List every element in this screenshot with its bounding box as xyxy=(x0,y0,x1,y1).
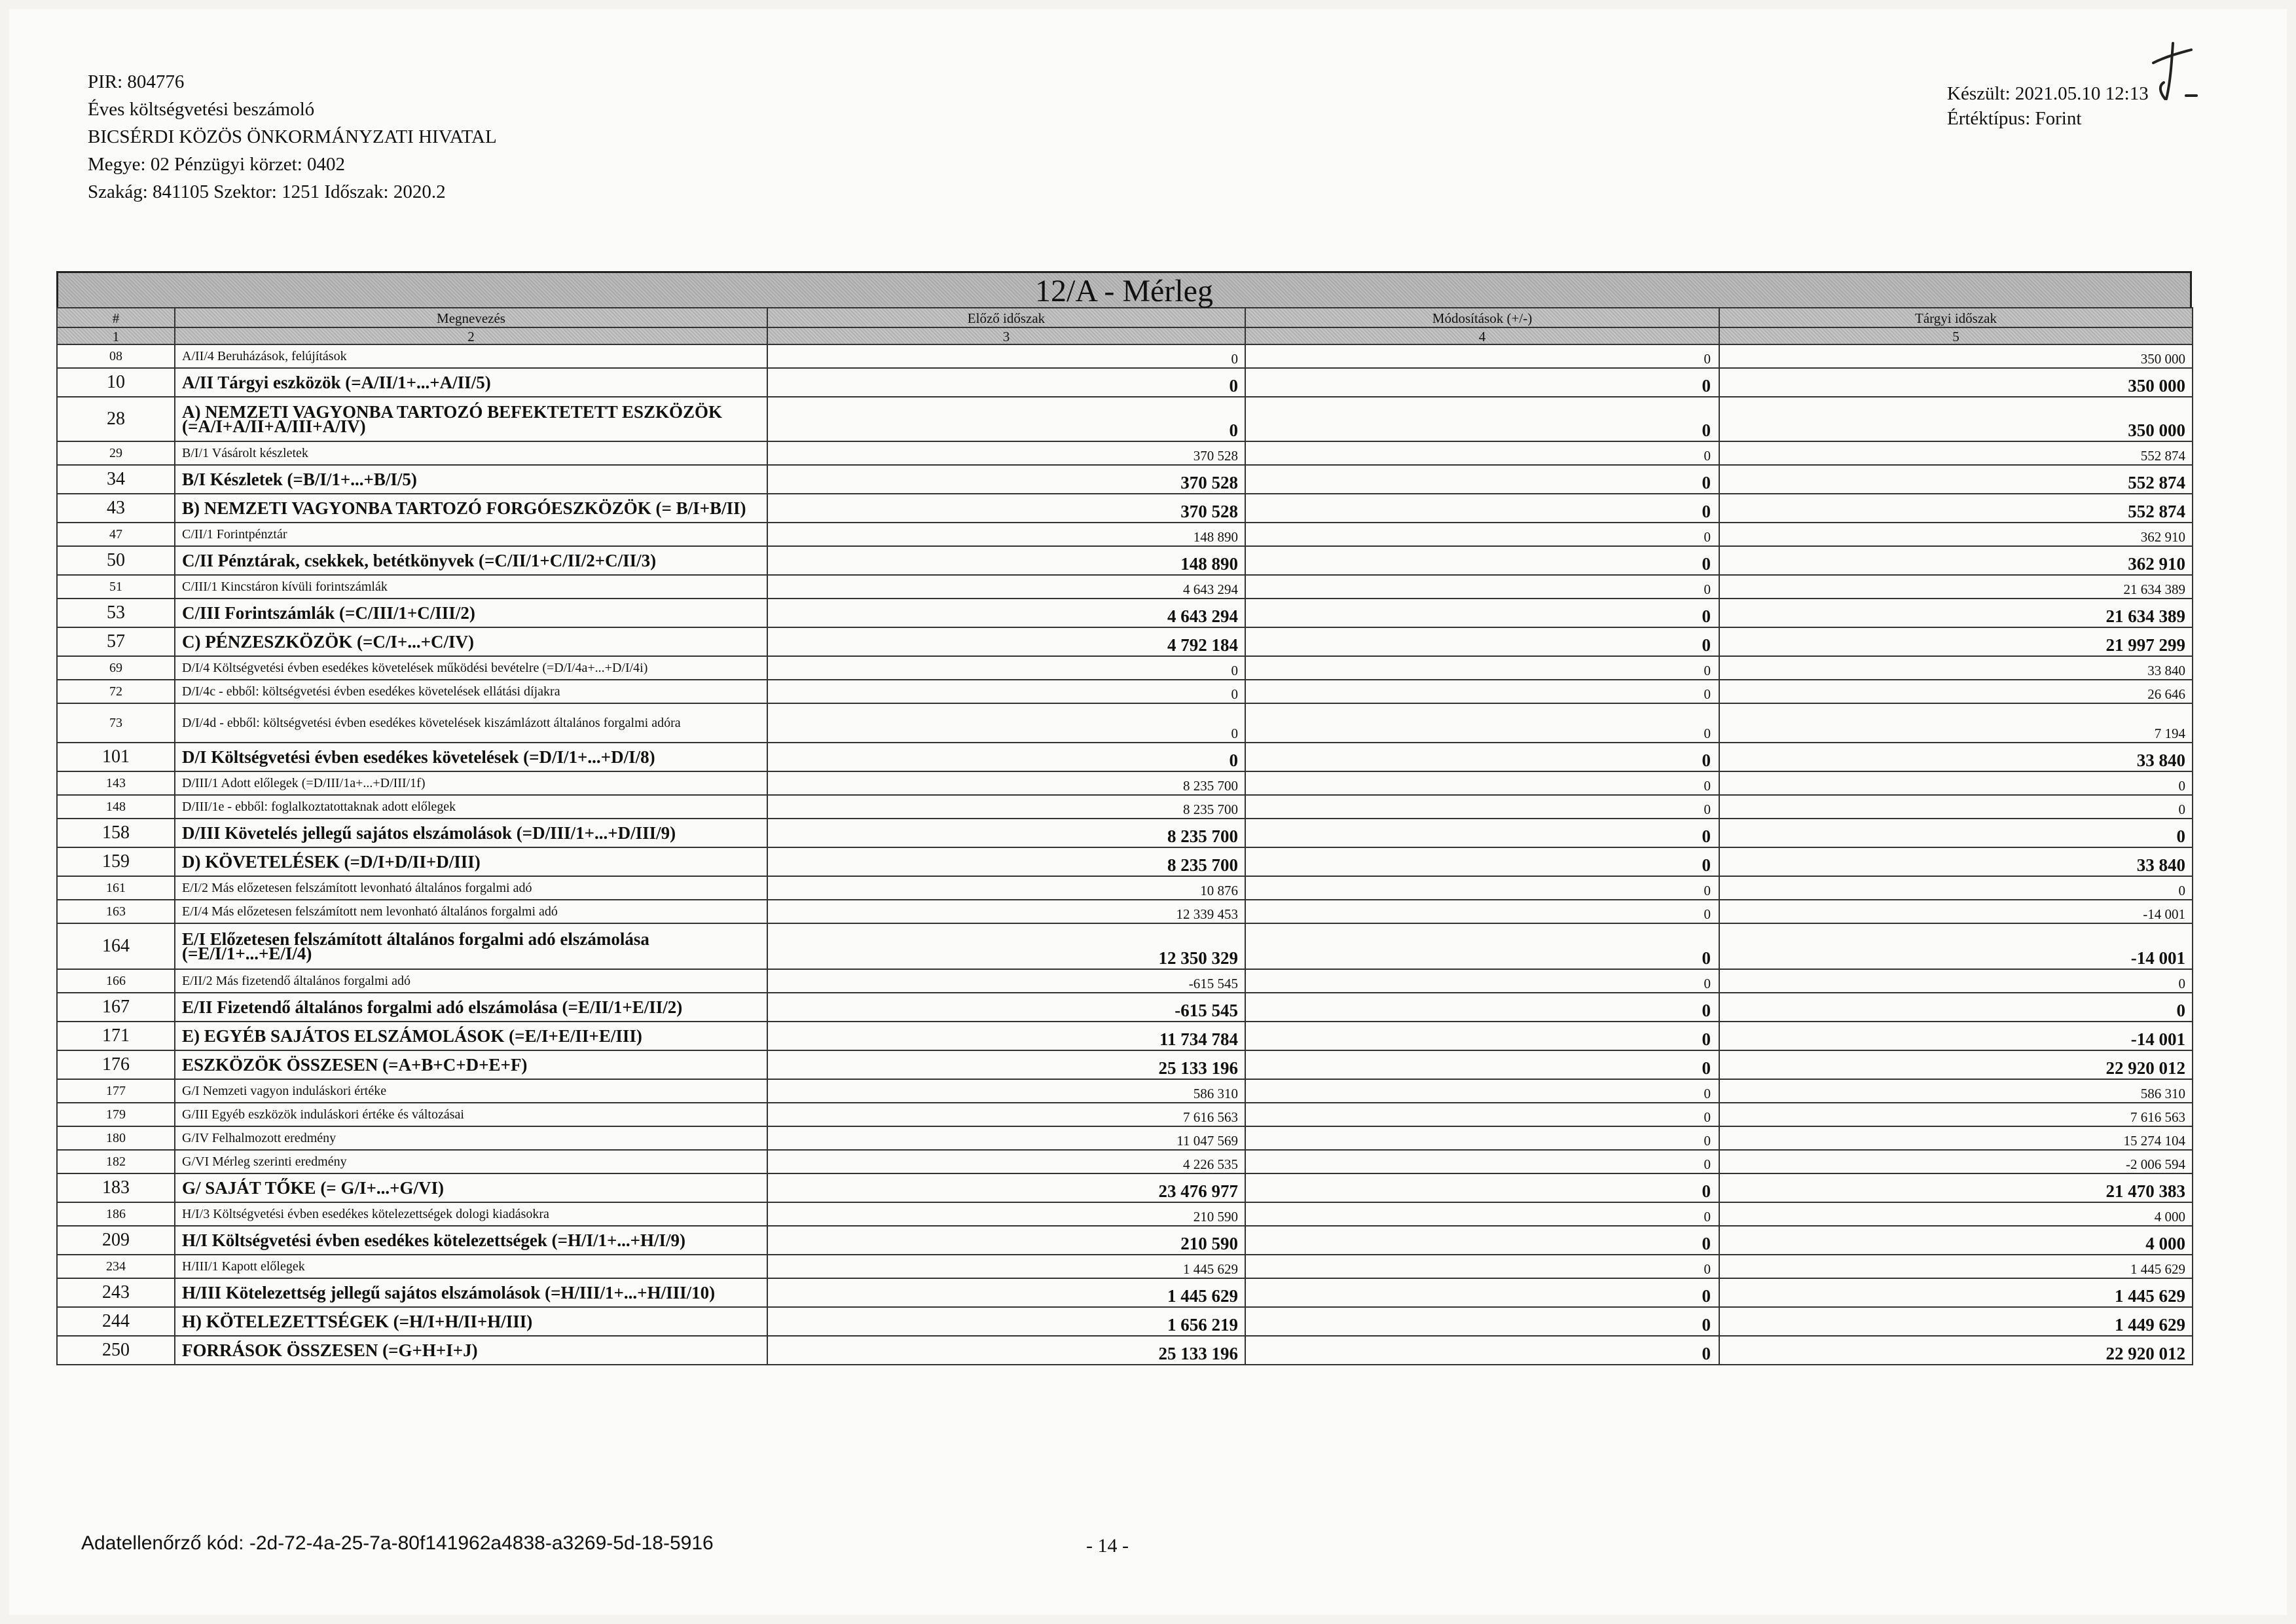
row-current-value: -14 001 xyxy=(1719,1022,2193,1050)
row-number: 180 xyxy=(57,1126,175,1150)
row-current-value: 1 445 629 xyxy=(1719,1278,2193,1307)
row-number: 186 xyxy=(57,1202,175,1226)
row-current-value: 7 194 xyxy=(1719,703,2193,743)
row-current-value: 0 xyxy=(1719,819,2193,847)
table-row xyxy=(57,876,2193,900)
row-current-value: -14 001 xyxy=(1719,923,2193,969)
row-current-value: 0 xyxy=(1719,993,2193,1022)
row-current-value: -14 001 xyxy=(1719,900,2193,923)
row-previous-value: 148 890 xyxy=(767,523,1245,546)
row-previous-value: 11 734 784 xyxy=(767,1022,1245,1050)
table-row xyxy=(57,397,2193,441)
row-name: E/I/4 Más előzetesen felszámított nem levonható általános forgalmi adó xyxy=(175,900,767,923)
row-number: 234 xyxy=(57,1255,175,1278)
created-timestamp: Készült: 2021.05.10 12:13 xyxy=(1947,83,2149,104)
row-modification-value: 0 xyxy=(1245,847,1719,876)
row-current-value: 21 634 389 xyxy=(1719,599,2193,627)
organization-name: BICSÉRDI KÖZÖS ÖNKORMÁNYZATI HIVATAL xyxy=(88,126,497,147)
table-row xyxy=(57,1150,2193,1173)
row-number: 73 xyxy=(57,703,175,743)
table-row xyxy=(57,1336,2193,1365)
table-row xyxy=(57,465,2193,494)
row-modification-value: 0 xyxy=(1245,819,1719,847)
table-row xyxy=(57,1226,2193,1255)
row-previous-value: 25 133 196 xyxy=(767,1050,1245,1079)
table-row xyxy=(57,523,2193,546)
row-modification-value: 0 xyxy=(1245,1255,1719,1278)
row-number: 53 xyxy=(57,599,175,627)
row-current-value: 21 634 389 xyxy=(1719,575,2193,599)
row-modification-value: 0 xyxy=(1245,1336,1719,1365)
row-name: G/III Egyéb eszközök induláskori értéke és változásai xyxy=(175,1103,767,1126)
table-row xyxy=(57,1173,2193,1202)
col-header-name: Megnevezés xyxy=(175,308,767,327)
row-previous-value: 8 235 700 xyxy=(767,795,1245,819)
row-number: 167 xyxy=(57,993,175,1022)
row-name: C/II Pénztárak, csekkek, betétkönyvek (=C/II/1+C/II/2+C/II/3) xyxy=(175,546,767,575)
row-number: 57 xyxy=(57,627,175,656)
row-modification-value: 0 xyxy=(1245,575,1719,599)
column-number-row xyxy=(57,327,2193,344)
table-row xyxy=(57,1255,2193,1278)
table-row xyxy=(57,1126,2193,1150)
row-modification-value: 0 xyxy=(1245,969,1719,993)
row-name: A/II Tárgyi eszközök (=A/II/1+...+A/II/5) xyxy=(175,368,767,397)
row-previous-value: 8 235 700 xyxy=(767,847,1245,876)
row-previous-value: 0 xyxy=(767,656,1245,680)
row-current-value: 22 920 012 xyxy=(1719,1050,2193,1079)
table-row xyxy=(57,1050,2193,1079)
row-number: 10 xyxy=(57,368,175,397)
row-name: B/I/1 Vásárolt készletek xyxy=(175,441,767,465)
row-previous-value: 370 528 xyxy=(767,494,1245,523)
row-modification-value: 0 xyxy=(1245,923,1719,969)
row-number: 47 xyxy=(57,523,175,546)
row-modification-value: 0 xyxy=(1245,771,1719,795)
row-number: 51 xyxy=(57,575,175,599)
table-row xyxy=(57,441,2193,465)
row-current-value: 350 000 xyxy=(1719,397,2193,441)
table-row xyxy=(57,703,2193,743)
row-current-value: 350 000 xyxy=(1719,344,2193,368)
sector-line: Szakág: 841105 Szektor: 1251 Időszak: 2020.2 xyxy=(88,181,446,202)
row-name: D/III Követelés jellegű sajátos elszámolások (=D/III/1+...+D/III/9) xyxy=(175,819,767,847)
row-number: 179 xyxy=(57,1103,175,1126)
row-name: D/I/4c - ebből: költségvetési évben esedékes követelések ellátási díjakra xyxy=(175,680,767,703)
row-name: H) KÖTELEZETTSÉGEK (=H/I+H/II+H/III) xyxy=(175,1307,767,1336)
row-number: 159 xyxy=(57,847,175,876)
row-previous-value: 4 226 535 xyxy=(767,1150,1245,1173)
table-row xyxy=(57,680,2193,703)
row-name: B/I Készletek (=B/I/1+...+B/I/5) xyxy=(175,465,767,494)
row-name: C/III/1 Kincstáron kívüli forintszámlák xyxy=(175,575,767,599)
row-previous-value: 370 528 xyxy=(767,465,1245,494)
row-previous-value: 0 xyxy=(767,703,1245,743)
row-name: D/I/4d - ebből: költségvetési évben esedékes követelések kiszámlázott általános forgalmi adóra xyxy=(175,703,767,743)
row-name: FORRÁSOK ÖSSZESEN (=G+H+I+J) xyxy=(175,1336,767,1365)
row-name: ESZKÖZÖK ÖSSZESEN (=A+B+C+D+E+F) xyxy=(175,1050,767,1079)
row-name: E/I/2 Más előzetesen felszámított levonható általános forgalmi adó xyxy=(175,876,767,900)
table-row xyxy=(57,923,2193,969)
row-modification-value: 0 xyxy=(1245,397,1719,441)
county-line: Megye: 02 Pénzügyi körzet: 0402 xyxy=(88,154,346,175)
row-modification-value: 0 xyxy=(1245,599,1719,627)
col-header-modifications: Módosítások (+/-) xyxy=(1245,308,1719,327)
value-type: Értéktípus: Forint xyxy=(1947,108,2082,129)
row-current-value: 33 840 xyxy=(1719,847,2193,876)
col-header-previous: Előző időszak xyxy=(767,308,1245,327)
row-current-value: 0 xyxy=(1719,969,2193,993)
row-name: D/I/4 Költségvetési évben esedékes követelések működési bevételre (=D/I/4a+...+D/I/4i) xyxy=(175,656,767,680)
page-number: - 14 - xyxy=(1086,1535,1129,1557)
row-number: 34 xyxy=(57,465,175,494)
row-modification-value: 0 xyxy=(1245,795,1719,819)
row-current-value: 586 310 xyxy=(1719,1079,2193,1103)
row-previous-value: 1 445 629 xyxy=(767,1278,1245,1307)
row-number: 209 xyxy=(57,1226,175,1255)
row-previous-value: 586 310 xyxy=(767,1079,1245,1103)
row-current-value: 4 000 xyxy=(1719,1226,2193,1255)
report-meta xyxy=(1947,81,2149,131)
data-check-code: Adatellenőrző kód: -2d-72-4a-25-7a-80f141962a4838-a3269-5d-18-5916 xyxy=(81,1532,714,1554)
row-previous-value: 25 133 196 xyxy=(767,1336,1245,1365)
row-previous-value: 0 xyxy=(767,680,1245,703)
row-number: 72 xyxy=(57,680,175,703)
document-type: Éves költségvetési beszámoló xyxy=(88,99,315,120)
row-modification-value: 0 xyxy=(1245,900,1719,923)
row-number: 158 xyxy=(57,819,175,847)
row-modification-value: 0 xyxy=(1245,743,1719,771)
row-previous-value: -615 545 xyxy=(767,969,1245,993)
row-current-value: 21 997 299 xyxy=(1719,627,2193,656)
row-number: 50 xyxy=(57,546,175,575)
row-previous-value: 148 890 xyxy=(767,546,1245,575)
row-previous-value: 11 047 569 xyxy=(767,1126,1245,1150)
row-modification-value: 0 xyxy=(1245,993,1719,1022)
row-name: C/III Forintszámlák (=C/III/1+C/III/2) xyxy=(175,599,767,627)
row-current-value: 362 910 xyxy=(1719,546,2193,575)
row-modification-value: 0 xyxy=(1245,1202,1719,1226)
row-number: 163 xyxy=(57,900,175,923)
row-modification-value: 0 xyxy=(1245,876,1719,900)
row-number: 243 xyxy=(57,1278,175,1307)
row-modification-value: 0 xyxy=(1245,368,1719,397)
row-modification-value: 0 xyxy=(1245,344,1719,368)
row-previous-value: 23 476 977 xyxy=(767,1173,1245,1202)
row-modification-value: 0 xyxy=(1245,656,1719,680)
row-modification-value: 0 xyxy=(1245,1126,1719,1150)
table-row xyxy=(57,656,2193,680)
row-name: A) NEMZETI VAGYONBA TARTOZÓ BEFEKTETETT ESZKÖZÖK (=A/I+A/II+A/III+A/IV) xyxy=(175,397,767,441)
table-row xyxy=(57,819,2193,847)
row-previous-value: -615 545 xyxy=(767,993,1245,1022)
row-current-value: 33 840 xyxy=(1719,743,2193,771)
col-number-2: 2 xyxy=(175,327,767,344)
pir-line: PIR: 804776 xyxy=(88,71,185,92)
row-previous-value: 210 590 xyxy=(767,1202,1245,1226)
table-row xyxy=(57,1022,2193,1050)
row-number: 250 xyxy=(57,1336,175,1365)
table-row xyxy=(57,795,2193,819)
row-number: 176 xyxy=(57,1050,175,1079)
row-name: E/II/2 Más fizetendő általános forgalmi adó xyxy=(175,969,767,993)
row-current-value: 15 274 104 xyxy=(1719,1126,2193,1150)
row-current-value: 1 449 629 xyxy=(1719,1307,2193,1336)
row-previous-value: 0 xyxy=(767,368,1245,397)
table-row xyxy=(57,969,2193,993)
row-number: 28 xyxy=(57,397,175,441)
col-number-4: 4 xyxy=(1245,327,1719,344)
col-number-1: 1 xyxy=(57,327,175,344)
row-modification-value: 0 xyxy=(1245,1278,1719,1307)
row-current-value: 552 874 xyxy=(1719,465,2193,494)
row-modification-value: 0 xyxy=(1245,1226,1719,1255)
row-previous-value: 4 643 294 xyxy=(767,599,1245,627)
row-name: A/II/4 Beruházások, felújítások xyxy=(175,344,767,368)
row-current-value: 21 470 383 xyxy=(1719,1173,2193,1202)
row-name: D/III/1e - ebből: foglalkoztatottaknak adott előlegek xyxy=(175,795,767,819)
row-number: 101 xyxy=(57,743,175,771)
row-previous-value: 4 792 184 xyxy=(767,627,1245,656)
row-modification-value: 0 xyxy=(1245,680,1719,703)
row-modification-value: 0 xyxy=(1245,441,1719,465)
row-current-value: 0 xyxy=(1719,771,2193,795)
table-row xyxy=(57,546,2193,575)
table-row xyxy=(57,1202,2193,1226)
row-number: 148 xyxy=(57,795,175,819)
row-current-value: -2 006 594 xyxy=(1719,1150,2193,1173)
row-modification-value: 0 xyxy=(1245,465,1719,494)
row-modification-value: 0 xyxy=(1245,546,1719,575)
table-row xyxy=(57,1278,2193,1307)
row-name: B) NEMZETI VAGYONBA TARTOZÓ FORGÓESZKÖZÖK (= B/I+B/II) xyxy=(175,494,767,523)
row-name: G/IV Felhalmozott eredmény xyxy=(175,1126,767,1150)
row-modification-value: 0 xyxy=(1245,1079,1719,1103)
row-current-value: 552 874 xyxy=(1719,441,2193,465)
row-modification-value: 0 xyxy=(1245,1050,1719,1079)
row-name: G/VI Mérleg szerinti eredmény xyxy=(175,1150,767,1173)
row-previous-value: 0 xyxy=(767,397,1245,441)
row-modification-value: 0 xyxy=(1245,1022,1719,1050)
signature-mark xyxy=(2140,37,2199,109)
table-row xyxy=(57,627,2193,656)
row-modification-value: 0 xyxy=(1245,1103,1719,1126)
row-name: E) EGYÉB SAJÁTOS ELSZÁMOLÁSOK (=E/I+E/II+E/III) xyxy=(175,1022,767,1050)
row-name: G/I Nemzeti vagyon induláskori értéke xyxy=(175,1079,767,1103)
col-number-5: 5 xyxy=(1719,327,2193,344)
table-row xyxy=(57,771,2193,795)
row-previous-value: 8 235 700 xyxy=(767,771,1245,795)
row-current-value: 362 910 xyxy=(1719,523,2193,546)
table-title: 12/A - Mérleg xyxy=(56,271,2192,307)
row-number: 08 xyxy=(57,344,175,368)
row-current-value: 33 840 xyxy=(1719,656,2193,680)
row-name: H/III Kötelezettség jellegű sajátos elszámolások (=H/III/1+...+H/III/10) xyxy=(175,1278,767,1307)
column-header-row xyxy=(57,308,2193,327)
row-previous-value: 12 339 453 xyxy=(767,900,1245,923)
row-current-value: 350 000 xyxy=(1719,368,2193,397)
row-previous-value: 1 445 629 xyxy=(767,1255,1245,1278)
row-current-value: 26 646 xyxy=(1719,680,2193,703)
row-name: D/I Költségvetési évben esedékes követelések (=D/I/1+...+D/I/8) xyxy=(175,743,767,771)
row-name: C/II/1 Forintpénztár xyxy=(175,523,767,546)
row-number: 244 xyxy=(57,1307,175,1336)
col-number-3: 3 xyxy=(767,327,1245,344)
table-row xyxy=(57,599,2193,627)
row-current-value: 7 616 563 xyxy=(1719,1103,2193,1126)
row-current-value: 0 xyxy=(1719,876,2193,900)
row-current-value: 22 920 012 xyxy=(1719,1336,2193,1365)
row-number: 69 xyxy=(57,656,175,680)
row-modification-value: 0 xyxy=(1245,1173,1719,1202)
row-name: E/II Fizetendő általános forgalmi adó elszámolása (=E/II/1+E/II/2) xyxy=(175,993,767,1022)
row-previous-value: 370 528 xyxy=(767,441,1245,465)
report-header xyxy=(88,68,497,206)
col-header-number: # xyxy=(57,308,175,327)
row-modification-value: 0 xyxy=(1245,703,1719,743)
row-name: H/I Költségvetési évben esedékes kötelezettségek (=H/I/1+...+H/I/9) xyxy=(175,1226,767,1255)
row-previous-value: 10 876 xyxy=(767,876,1245,900)
table-row xyxy=(57,344,2193,368)
row-previous-value: 8 235 700 xyxy=(767,819,1245,847)
row-number: 183 xyxy=(57,1173,175,1202)
row-previous-value: 4 643 294 xyxy=(767,575,1245,599)
table-row xyxy=(57,1307,2193,1336)
row-modification-value: 0 xyxy=(1245,494,1719,523)
col-header-current: Tárgyi időszak xyxy=(1719,308,2193,327)
row-current-value: 0 xyxy=(1719,795,2193,819)
table-row xyxy=(57,993,2193,1022)
row-previous-value: 0 xyxy=(767,344,1245,368)
row-number: 182 xyxy=(57,1150,175,1173)
table-row xyxy=(57,743,2193,771)
row-previous-value: 7 616 563 xyxy=(767,1103,1245,1126)
row-number: 166 xyxy=(57,969,175,993)
row-previous-value: 0 xyxy=(767,743,1245,771)
row-name: E/I Előzetesen felszámított általános forgalmi adó elszámolása (=E/I/1+...+E/I/4) xyxy=(175,923,767,969)
row-number: 43 xyxy=(57,494,175,523)
row-name: H/I/3 Költségvetési évben esedékes kötelezettségek dologi kiadásokra xyxy=(175,1202,767,1226)
table-row xyxy=(57,575,2193,599)
row-name: D) KÖVETELÉSEK (=D/I+D/II+D/III) xyxy=(175,847,767,876)
row-current-value: 552 874 xyxy=(1719,494,2193,523)
row-number: 29 xyxy=(57,441,175,465)
row-number: 171 xyxy=(57,1022,175,1050)
row-previous-value: 1 656 219 xyxy=(767,1307,1245,1336)
row-number: 161 xyxy=(57,876,175,900)
row-modification-value: 0 xyxy=(1245,523,1719,546)
table-row xyxy=(57,368,2193,397)
table-row xyxy=(57,1079,2193,1103)
row-name: G/ SAJÁT TŐKE (= G/I+...+G/VI) xyxy=(175,1173,767,1202)
document-page xyxy=(9,9,2287,1615)
row-modification-value: 0 xyxy=(1245,1307,1719,1336)
row-previous-value: 210 590 xyxy=(767,1226,1245,1255)
row-number: 164 xyxy=(57,923,175,969)
row-current-value: 1 445 629 xyxy=(1719,1255,2193,1278)
row-current-value: 4 000 xyxy=(1719,1202,2193,1226)
balance-sheet-table xyxy=(56,271,2192,1365)
row-previous-value: 12 350 329 xyxy=(767,923,1245,969)
table-row xyxy=(57,494,2193,523)
table-row xyxy=(57,900,2193,923)
table-row xyxy=(57,1103,2193,1126)
table-row xyxy=(57,847,2193,876)
row-modification-value: 0 xyxy=(1245,627,1719,656)
row-number: 177 xyxy=(57,1079,175,1103)
row-modification-value: 0 xyxy=(1245,1150,1719,1173)
row-number: 143 xyxy=(57,771,175,795)
row-name: H/III/1 Kapott előlegek xyxy=(175,1255,767,1278)
row-name: D/III/1 Adott előlegek (=D/III/1a+...+D/III/1f) xyxy=(175,771,767,795)
row-name: C) PÉNZESZKÖZÖK (=C/I+...+C/IV) xyxy=(175,627,767,656)
